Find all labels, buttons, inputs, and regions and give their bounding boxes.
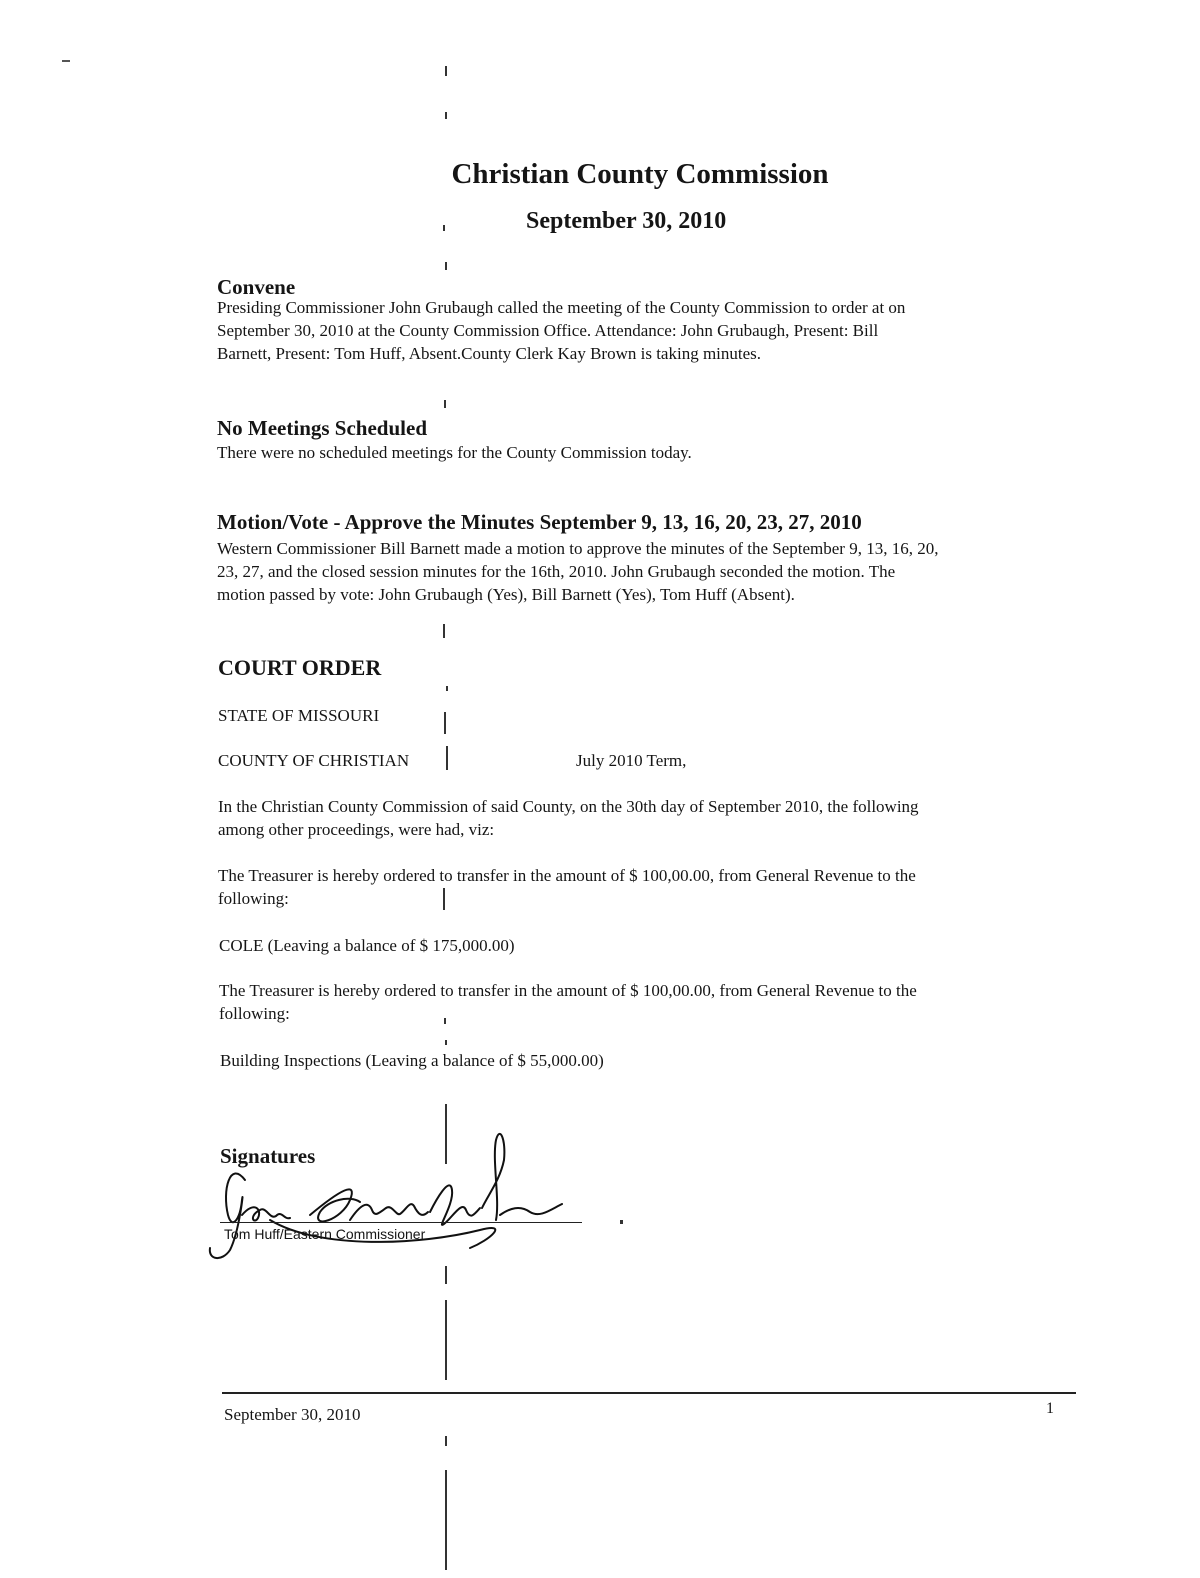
convene-heading: Convene — [217, 275, 296, 299]
signature-caption: Tom Huff/Eastern Commissioner — [224, 1226, 426, 1242]
intro-line: In the Christian County Commission of said County, on the 30th day of September 2010, the following — [218, 797, 919, 816]
convene-line: Barnett, Present: Tom Huff, Absent.County Clerk Kay Brown is taking minutes. — [217, 344, 762, 363]
page-number: 1 — [1046, 1400, 1054, 1417]
motion-paragraph — [217, 537, 1047, 606]
court-order-heading: COURT ORDER — [218, 655, 382, 680]
motion-line: 23, 27, and the closed session minutes for the 16th, 2010. John Grubaugh seconded the motion. The — [217, 562, 896, 581]
document-date: September 30, 2010 — [526, 208, 727, 234]
intro-line: among other proceedings, were had, viz: — [218, 820, 495, 839]
footer-rule — [222, 1392, 1076, 1394]
transfer-line: following: — [219, 1004, 290, 1023]
transfer-line: The Treasurer is hereby ordered to transfer in the amount of $ 100,00.00, from General Revenue to the — [219, 981, 917, 1000]
convene-paragraph — [217, 296, 1047, 365]
transfer-line: following: — [218, 889, 289, 908]
handwritten-signature — [200, 1120, 580, 1270]
document-title: Christian County Commission — [451, 158, 829, 190]
motion-line: Western Commissioner Bill Barnett made a motion to approve the minutes of the September 9, 13, 16, 20, — [217, 539, 939, 558]
transfer-order-1 — [218, 864, 1048, 910]
signature-line — [220, 1222, 582, 1223]
county-line: COUNTY OF CHRISTIAN — [218, 751, 410, 770]
no-meetings-text: There were no scheduled meetings for the County Commission today. — [217, 443, 692, 462]
footer-date: September 30, 2010 — [224, 1405, 361, 1424]
no-meetings-heading: No Meetings Scheduled — [217, 416, 427, 440]
court-order-intro — [218, 795, 1048, 841]
state-line: STATE OF MISSOURI — [218, 706, 380, 725]
motion-line: motion passed by vote: John Grubaugh (Yes), Bill Barnett (Yes), Tom Huff (Absent). — [217, 585, 795, 604]
transfer-line: The Treasurer is hereby ordered to transfer in the amount of $ 100,00.00, from General Revenue to the — [218, 866, 916, 885]
motion-heading: Motion/Vote - Approve the Minutes September 9, 13, 16, 20, 23, 27, 2010 — [217, 510, 862, 534]
term-line: July 2010 Term, — [576, 751, 687, 770]
cole-balance-line: COLE (Leaving a balance of $ 175,000.00) — [219, 936, 515, 955]
convene-line: Presiding Commissioner John Grubaugh called the meeting of the County Commission to order at on — [217, 298, 906, 317]
building-inspections-line: Building Inspections (Leaving a balance of $ 55,000.00) — [220, 1051, 604, 1070]
transfer-order-2 — [219, 979, 1049, 1025]
signatures-heading: Signatures — [220, 1144, 316, 1168]
convene-line: September 30, 2010 at the County Commission Office. Attendance: John Grubaugh, Present: Bill — [217, 321, 879, 340]
